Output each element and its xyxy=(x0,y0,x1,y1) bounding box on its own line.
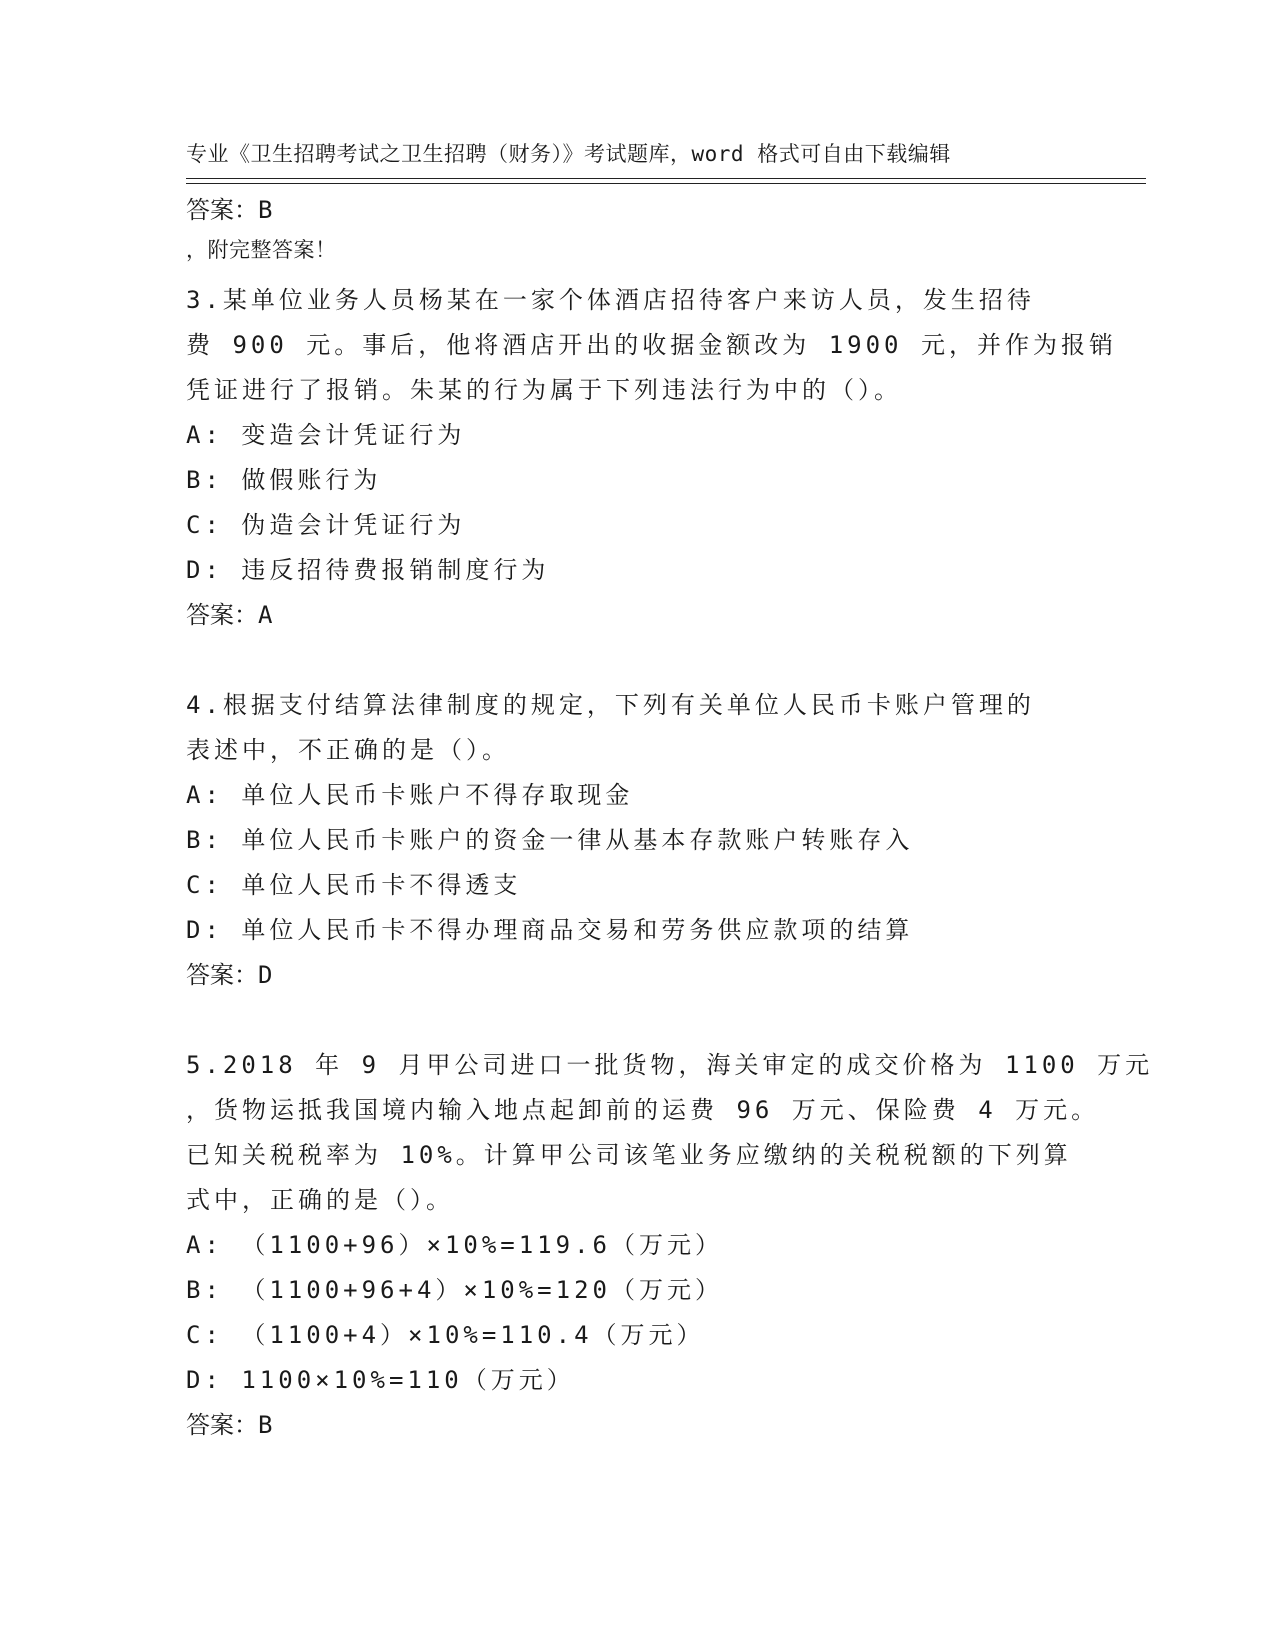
question-5 xyxy=(186,1043,1154,1448)
header-line-1: 专业《卫生招聘考试之卫生招聘（财务）》考试题库，word 格式可自由下载编辑 xyxy=(186,142,951,166)
spacer xyxy=(186,638,1086,683)
option-c: C: 伪造会计凭证行为 xyxy=(186,511,466,539)
spacer xyxy=(186,998,1086,1043)
option-d: D: 单位人民币卡不得办理商品交易和劳务供应款项的结算 xyxy=(186,916,914,944)
answer: 答案：B xyxy=(186,1411,273,1439)
question-text-line: 费 900 元。事后，他将酒店开出的收据金额改为 1900 元，并作为报销 xyxy=(186,331,1117,359)
question-text-line: 表述中，不正确的是（）。 xyxy=(186,736,510,764)
option-a: A: 变造会计凭证行为 xyxy=(186,421,466,449)
spacer xyxy=(186,233,1086,278)
option-a: A: （1100+96）×10%=119.6（万元） xyxy=(186,1231,723,1259)
question-text-line: 式中，正确的是（）。 xyxy=(186,1186,454,1214)
answer: 答案：A xyxy=(186,601,273,629)
answer: 答案：D xyxy=(186,961,273,989)
question-text-line: 凭证进行了报销。朱某的行为属于下列违法行为中的（）。 xyxy=(186,376,902,404)
option-c: C: （1100+4）×10%=110.4（万元） xyxy=(186,1321,705,1349)
option-d: D: 1100×10%=110（万元） xyxy=(186,1366,575,1394)
header-divider-bottom xyxy=(186,183,1146,184)
question-list xyxy=(186,188,1154,1448)
question-text-line: 3.某单位业务人员杨某在一家个体酒店招待客户来访人员，发生招待 xyxy=(186,286,1035,314)
option-b: B: （1100+96+4）×10%=120（万元） xyxy=(186,1276,723,1304)
option-b: B: 做假账行为 xyxy=(186,466,382,494)
option-c: C: 单位人民币卡不得透支 xyxy=(186,871,522,899)
header-divider-top xyxy=(186,178,1146,179)
option-d: D: 违反招待费报销制度行为 xyxy=(186,556,550,584)
question-text-line: ，货物运抵我国境内输入地点起卸前的运费 96 万元、保险费 4 万元。 xyxy=(186,1096,1100,1124)
question-3 xyxy=(186,278,1117,638)
question-text-line: 5.2018 年 9 月甲公司进口一批货物，海关审定的成交价格为 1100 万元 xyxy=(186,1051,1154,1079)
question-4 xyxy=(186,683,1086,998)
header-line-2: ，附完整答案！ xyxy=(186,238,337,262)
previous-answer: 答案：B xyxy=(186,196,273,224)
option-b: B: 单位人民币卡账户的资金一律从基本存款账户转账存入 xyxy=(186,826,914,854)
question-text-line: 已知关税税率为 10%。计算甲公司该笔业务应缴纳的关税税额的下列算 xyxy=(186,1141,1072,1169)
option-a: A: 单位人民币卡账户不得存取现金 xyxy=(186,781,634,809)
question-text-line: 4.根据支付结算法律制度的规定，下列有关单位人民币卡账户管理的 xyxy=(186,691,1035,719)
